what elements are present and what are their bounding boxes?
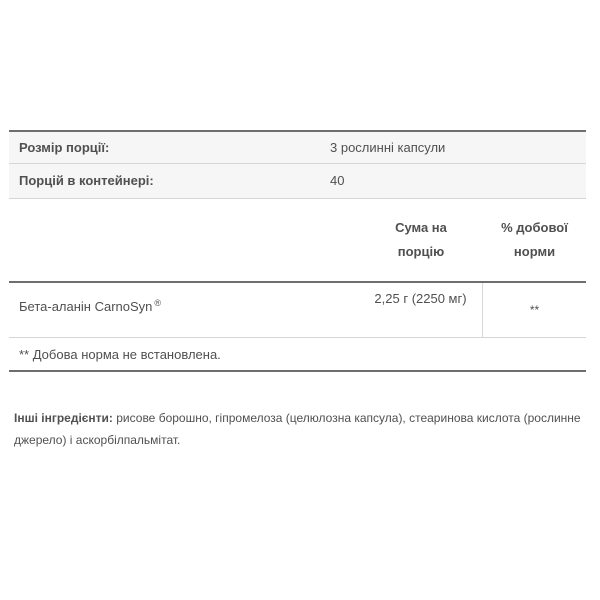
supplement-facts-table — [9, 130, 586, 372]
other-ingredients — [14, 407, 584, 451]
servings-per-container-value: 40 — [330, 173, 345, 188]
footnote: ** Добова норма не встановлена. — [19, 346, 221, 362]
servings-per-container-label: Порцій в контейнері: — [19, 173, 154, 188]
daily-value-header: % добової норми — [501, 220, 568, 259]
serving-size-row — [9, 132, 586, 163]
ingredient-daily-value: ** — [529, 303, 540, 317]
bottom-rule — [9, 370, 586, 372]
ingredient-row — [9, 283, 586, 337]
amount-per-serving-header: Сума на порцію — [395, 220, 447, 259]
other-ingredients-label: Інші інгредієнти: — [14, 411, 113, 425]
servings-per-container-row — [9, 164, 586, 198]
ingredient-name: Бета-аланін CarnoSyn — [19, 299, 153, 314]
other-ingredients-text: рисове борошно, гіпромелоза (целюлозна капсула), стеаринова кислота (рослинне джерело) і аскорбілпальмітат. — [14, 411, 581, 447]
column-header-row — [9, 199, 586, 281]
registered-mark: ® — [154, 298, 162, 308]
serving-size-label: Розмір порції: — [19, 139, 110, 155]
ingredient-amount: 2,25 г (2250 мг) — [374, 291, 467, 306]
serving-size-value: 3 рослинні капсули — [330, 139, 446, 155]
